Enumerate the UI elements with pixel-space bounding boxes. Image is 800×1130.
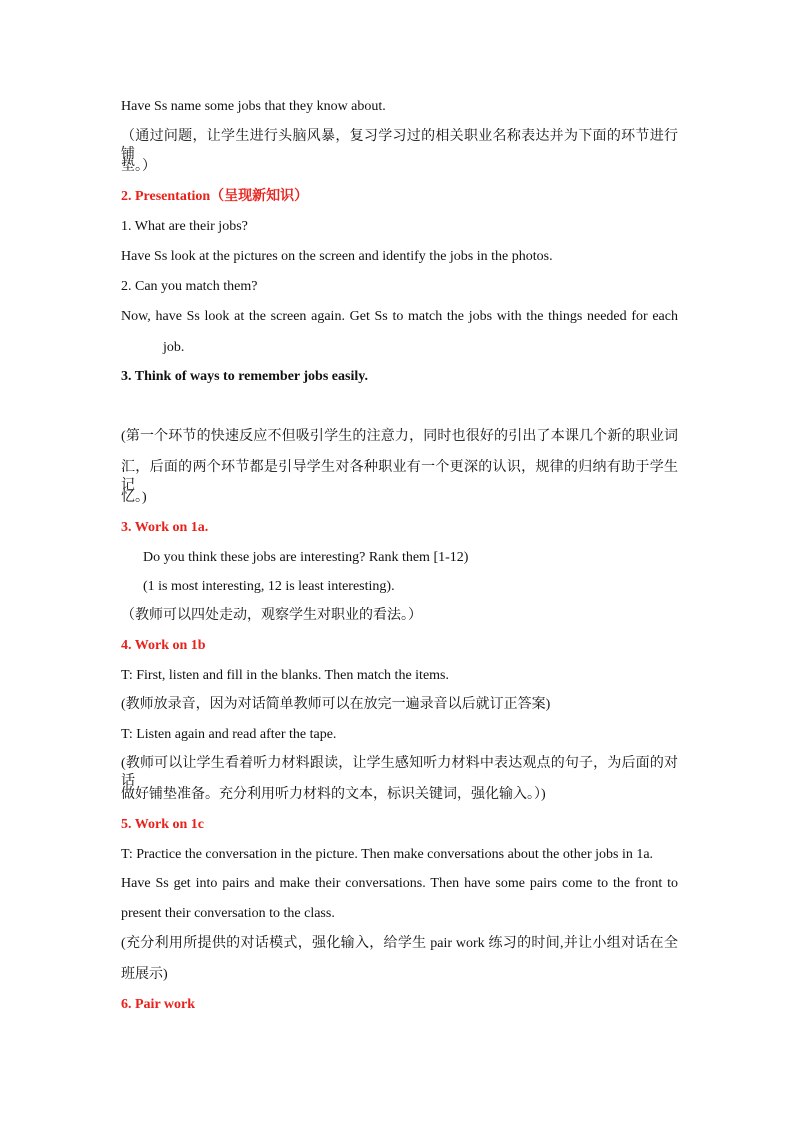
work-1c-note-line-1: (充分利用所提供的对话模式，强化输入，给学生 pair work 练习的时间,并让小组对话在全 [121,936,678,951]
work-1c-note-line-2: 班展示) [121,967,168,982]
step-instruction-match-line-2: job. [163,340,185,355]
work-1a-teacher-note: （教师可以四处走动，观察学生对职业的看法。） [121,608,422,623]
step-question-match: 2. Can you match them? [121,279,258,294]
step-question-jobs: 1. What are their jobs? [121,219,248,234]
work-1a-rank-note: (1 is most interesting, 12 is least interesting). [143,579,395,594]
work-1b-teacher-note: (教师放录音，因为对话简单教师可以在放完一遍录音以后就订正答案) [121,697,551,712]
work-1c-instruction: T: Practice the conversation in the picture. Then make conversations about the other jobs in 1a. [121,847,654,862]
section-heading-work-1b: 4. Work on 1b [121,638,206,653]
work-1c-pairs-line-1: Have Ss get into pairs and make their conversations. Then have some pairs come to the front to [121,876,678,891]
work-1b-instruction-listen: T: First, listen and fill in the blanks. Then match the items. [121,668,449,683]
step-instruction-pictures: Have Ss look at the pictures on the screen and identify the jobs in the photos. [121,249,553,264]
work-1a-question: Do you think these jobs are interesting? Rank them [1-12) [143,550,469,565]
intro-note-line-1: （通过问题，让学生进行头脑风暴，复习学习过的相关职业名称表达并为下面的环节进行铺 [121,129,678,162]
remember-note-line-1: (第一个环节的快速反应不但吸引学生的注意力，同时也很好的引出了本课几个新的职业词 [121,429,678,444]
section-heading-work-1c: 5. Work on 1c [121,817,204,832]
section-heading-work-1a: 3. Work on 1a. [121,520,209,535]
remember-note-line-3: 忆。) [121,490,147,505]
work-1b-reading-note-line-1: (教师可以让学生看着听力材料跟读，让学生感知听力材料中表达观点的句子，为后面的对话 [121,756,678,789]
section-heading-presentation: 2. Presentation（呈现新知识） [121,189,309,204]
intro-note-line-2: 垫。） [121,159,156,174]
remember-note-line-2: 汇，后面的两个环节都是引导学生对各种职业有一个更深的认识，规律的归纳有助于学生记 [121,460,678,493]
work-1c-pairs-line-2: present their conversation to the class. [121,906,335,921]
step-instruction-match-line-1: Now, have Ss look at the screen again. Get Ss to match the jobs with the things needed for each [121,309,678,324]
section-heading-pair-work: 6. Pair work [121,997,196,1012]
step-heading-remember: 3. Think of ways to remember jobs easily. [121,369,368,384]
work-1b-instruction-read: T: Listen again and read after the tape. [121,727,337,742]
intro-instruction: Have Ss name some jobs that they know about. [121,99,386,114]
work-1b-reading-note-line-2: 做好铺垫准备。充分利用听力材料的文本，标识关键词，强化输入。）) [121,787,546,802]
